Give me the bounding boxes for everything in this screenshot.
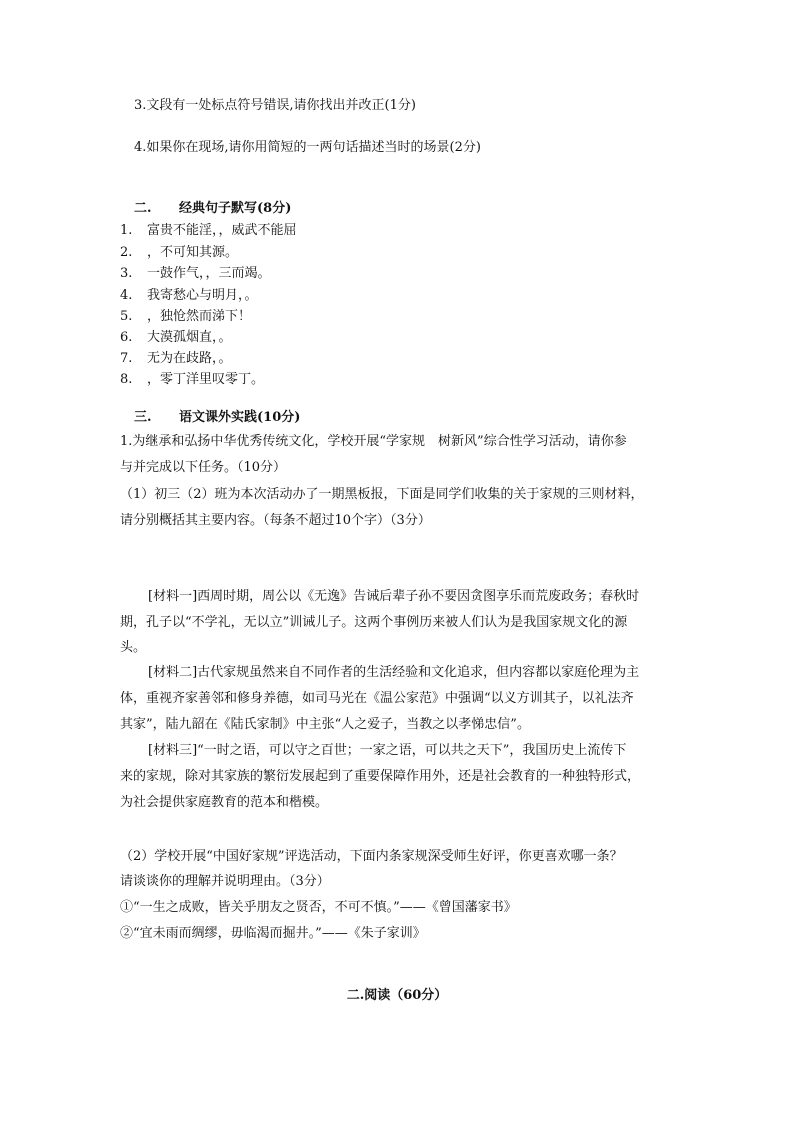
section-title: 经典句子默写(8分) [179,201,292,216]
dictation-item [120,309,251,325]
item-number: 6. [120,330,133,345]
option-1: ①“一生之成败，皆关乎朋友之贤否，不可不慎。”——《曾国藩家书》 [120,900,517,915]
section-heading-chinese-practice [134,410,300,426]
dictation-item [120,223,297,239]
material-3-line: 为社会提供家庭教育的范本和楷模。 [120,795,329,810]
question-4: 4.如果你在现场,请你用简短的一两句话描述当时的场景(2分) [134,140,481,155]
item-text: ，零丁洋里叹零丁。 [147,372,265,387]
subquestion-2-line: （2）学校开展“中国好家规”评选活动，下面内条家规深受师生好评，你更喜欢哪一条？ [120,849,623,864]
dictation-item [120,266,271,282]
material-1-line: [材料一]西周时期，周公以《无逸》告诫后辈子孙不要因贪图享乐而荒废政务；春秋时 [148,589,640,604]
question-1-line: 与并完成以下任务。（10分） [120,460,287,475]
dictation-item [120,288,258,304]
item-text: ，独怆然而涕下！ [147,309,252,324]
item-number: 7. [120,351,133,366]
item-text: 富贵不能淫，，威武不能屈 [147,223,297,238]
item-number: 5. [120,309,133,324]
item-text: ，不可知其源。 [147,245,239,260]
item-number: 8. [120,372,133,387]
item-text: 一鼓作气，，三而竭。 [147,266,271,281]
material-1-line: 头。 [120,640,147,655]
dictation-item [120,330,232,346]
dictation-item [120,351,232,367]
item-number: 1. [120,223,133,238]
material-2-line: 其家”，陆九韶在《陆氏家制》中主张“人之爱子，当教之以孝悌忠信”。 [120,717,530,732]
section-index: 二. [134,201,152,216]
dictation-item [120,372,264,388]
dictation-item [120,245,238,261]
item-text: 我寄愁心与明月，。 [147,288,258,303]
subquestion-1-line: 请分别概括其主要内容。（每条不超过10个字）（3分） [120,513,431,528]
material-2-line: [材料二]古代家规虽然来自不同作者的生活经验和文化追求，但内容都以家庭伦理为主 [148,665,640,680]
item-text: 无为在歧路，。 [147,351,232,366]
item-number: 3. [120,266,133,281]
section-title: 语文课外实践(10分) [179,410,301,425]
section-heading-classic-sentences [134,201,291,217]
subquestion-2-line: 请谈谈你的理解并说明理由。（3分） [120,874,330,889]
item-number: 4. [120,288,133,303]
material-1-line: 期，孔子以“不学礼，无以立”训诫儿子。这两个事例历来被人们认为是我国家规文化的源 [120,615,628,630]
material-3-line: [材料三]“一时之语，可以守之百世；一家之语，可以共之天下”，我国历史上流传下 [148,743,627,758]
option-2: ②“宜未雨而绸缪，毋临渴而掘井。”——《朱子家训》 [120,926,426,941]
material-3-line: 来的家规，除对其家族的繁衍发展起到了重要保障作用外，还是社会教育的一种独特形式， [120,769,641,784]
section-index: 三. [134,410,152,425]
item-number: 2. [120,245,133,260]
material-2-line: 体，重视齐家善邻和修身养德，如司马光在《温公家范》中强调“以义方训其子，以礼法齐 [120,691,634,706]
question-1-line: 1.为继承和弘扬中华优秀传统文化，学校开展“学家规 树新风”综合性学习活动，请你参 [120,434,627,449]
question-3: 3.文段有一处标点符号错误,请你找出并改正(1分) [134,98,416,113]
item-text: 大漠孤烟直，。 [147,330,232,345]
reading-section-heading: 二.阅读（60分） [346,988,448,1003]
subquestion-1-line: （1）初三（2）班为本次活动办了一期黑板报，下面是同学们收集的关于家规的三则材料， [120,487,644,502]
